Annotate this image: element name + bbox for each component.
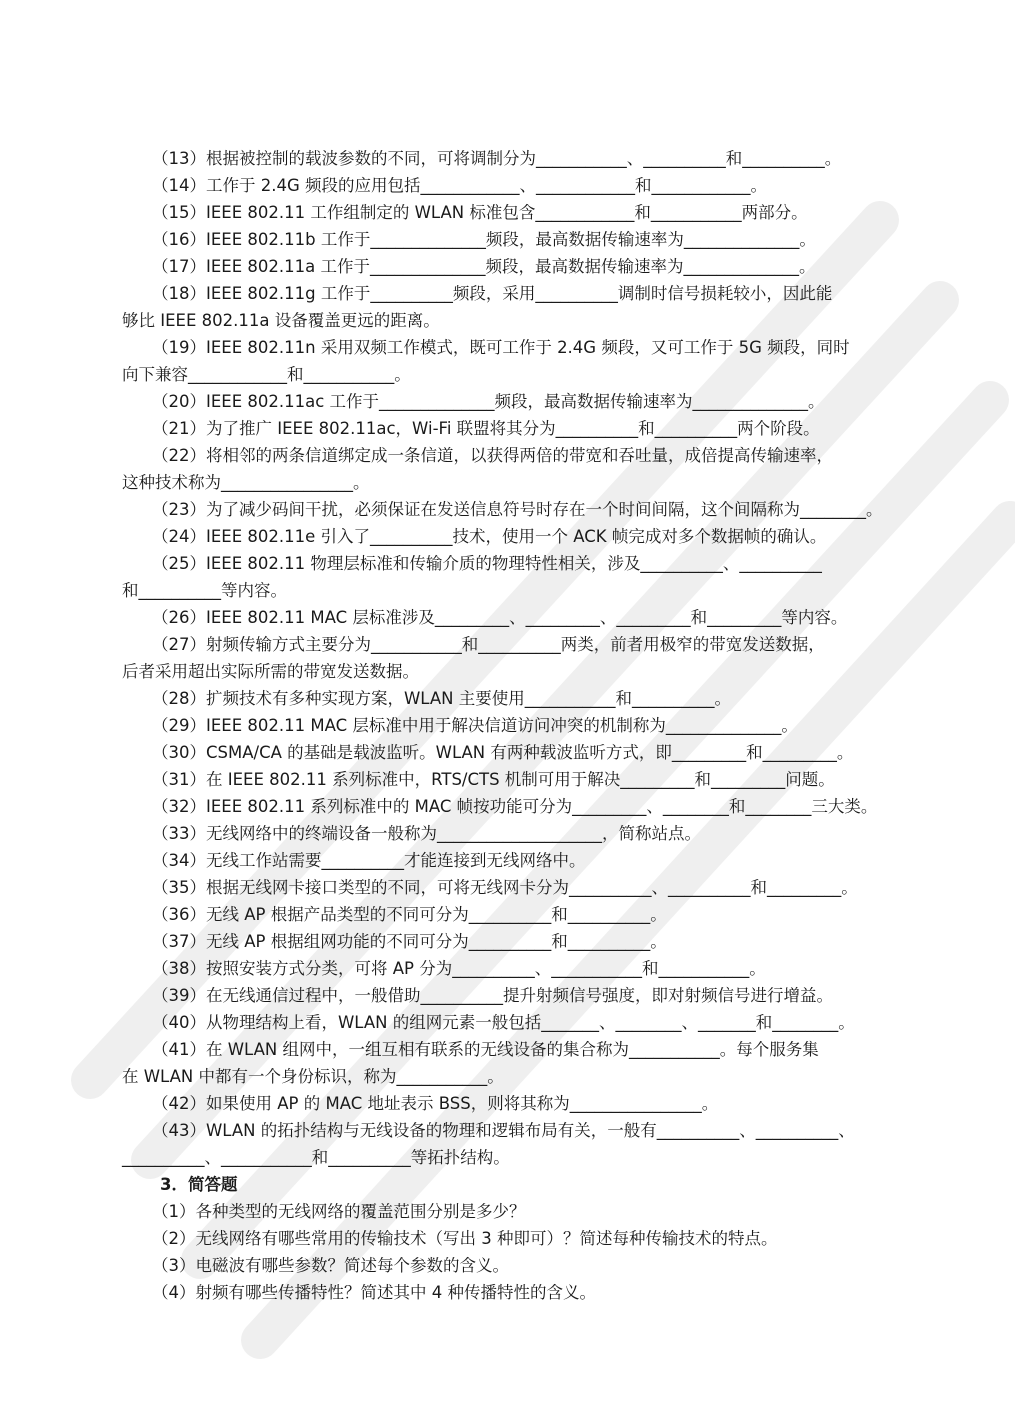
question-30-line-1: （30）CSMA/CA 的基础是载波监听。WLAN 有两种载波监听方式，即_________和_________。 bbox=[152, 743, 854, 762]
question-39-line-1: （39）在无线通信过程中，一般借助__________提升射频信号强度，即对射频信号进行增益。 bbox=[152, 986, 833, 1005]
question-14-line-1: （14）工作于 2.4G 频段的应用包括____________、____________和____________。 bbox=[152, 176, 768, 195]
question-27-line-2: 后者采用超出实际所需的带宽发送数据。 bbox=[122, 662, 419, 681]
question-13-line-1: （13）根据被控制的载波参数的不同，可将调制分为___________、__________和__________。 bbox=[152, 149, 842, 168]
question-28-line-1: （28）扩频技术有多种实现方案，WLAN 主要使用___________和__________。 bbox=[152, 689, 732, 708]
question-32-line-1: （32）IEEE 802.11 系列标准中的 MAC 帧按功能可分为_________、________和________三大类。 bbox=[152, 797, 878, 816]
question-18-line-1: （18）IEEE 802.11g 工作于__________频段，采用__________调制时信号损耗较小，因此能 bbox=[152, 284, 833, 303]
question-33-line-1: （33）无线网络中的终端设备一般称为____________________，简称站点。 bbox=[152, 824, 701, 843]
question-27-line-1: （27）射频传输方式主要分为___________和__________两类，前者用极窄的带宽发送数据， bbox=[152, 635, 825, 654]
question-19-line-1: （19）IEEE 802.11n 采用双频工作模式，既可工作于 2.4G 频段，又可工作于 5G 频段，同时 bbox=[152, 338, 850, 357]
question-29-line-1: （29）IEEE 802.11 MAC 层标准中用于解决信道访问冲突的机制称为______________。 bbox=[152, 716, 798, 735]
question-43-line-1: （43）WLAN 的拓扑结构与无线设备的物理和逻辑布局有关，一般有__________、__________、 bbox=[152, 1121, 855, 1140]
question-16-line-1: （16）IEEE 802.11b 工作于______________频段，最高数据传输速率为______________。 bbox=[152, 230, 816, 249]
short-answer-question-1: （1）各种类型的无线网络的覆盖范围分别是多少？ bbox=[152, 1202, 526, 1221]
question-40-line-1: （40）从物理结构上看，WLAN 的组网元素一般包括_______、________、_______和________。 bbox=[152, 1013, 855, 1032]
question-41-line-1: （41）在 WLAN 组网中，一组互相有联系的无线设备的集合称为___________。每个服务集 bbox=[152, 1040, 819, 1059]
short-answer-question-3: （3）电磁波有哪些参数？简述每个参数的含义。 bbox=[152, 1256, 509, 1275]
question-22-line-2: 这种技术称为________________。 bbox=[122, 473, 370, 492]
question-26-line-1: （26）IEEE 802.11 MAC 层标准涉及_________、_________、_________和_________等内容。 bbox=[152, 608, 848, 627]
question-21-line-1: （21）为了推广 IEEE 802.11ac，Wi-Fi 联盟将其分为__________和__________两个阶段。 bbox=[152, 419, 820, 438]
question-34-line-1: （34）无线工作站需要__________才能连接到无线网络中。 bbox=[152, 851, 586, 870]
question-20-line-1: （20）IEEE 802.11ac 工作于______________频段，最高数据传输速率为______________。 bbox=[152, 392, 825, 411]
question-35-line-1: （35）根据无线网卡接口类型的不同，可将无线网卡分为__________、__________和_________。 bbox=[152, 878, 858, 897]
question-23-line-1: （23）为了减少码间干扰，必须保证在发送信息符号时存在一个时间间隔，这个间隔称为________。 bbox=[152, 500, 883, 519]
section-heading: 3．简答题 bbox=[160, 1175, 238, 1194]
question-25-line-1: （25）IEEE 802.11 物理层标准和传输介质的物理特性相关，涉及__________、__________ bbox=[152, 554, 822, 573]
question-42-line-1: （42）如果使用 AP 的 MAC 地址表示 BSS，则将其称为________________。 bbox=[152, 1094, 719, 1113]
question-15-line-1: （15）IEEE 802.11 工作组制定的 WLAN 标准包含____________和___________两部分。 bbox=[152, 203, 808, 222]
question-36-line-1: （36）无线 AP 根据产品类型的不同可分为__________和__________。 bbox=[152, 905, 667, 924]
question-17-line-1: （17）IEEE 802.11a 工作于______________频段，最高数据传输速率为______________。 bbox=[152, 257, 816, 276]
question-37-line-1: （37）无线 AP 根据组网功能的不同可分为__________和__________。 bbox=[152, 932, 667, 951]
question-38-line-1: （38）按照安装方式分类，可将 AP 分为__________、___________和___________。 bbox=[152, 959, 766, 978]
short-answer-question-4: （4）射频有哪些传播特性？简述其中 4 种传播特性的含义。 bbox=[152, 1283, 596, 1302]
question-31-line-1: （31）在 IEEE 802.11 系列标准中，RTS/CTS 机制可用于解决_________和_________问题。 bbox=[152, 770, 835, 789]
question-22-line-1: （22）将相邻的两条信道绑定成一条信道，以获得两倍的带宽和吞吐量，成倍提高传输速率， bbox=[152, 446, 833, 465]
question-43-line-2: __________、___________和__________等拓扑结构。 bbox=[122, 1148, 510, 1167]
question-18-line-2: 够比 IEEE 802.11a 设备覆盖更远的距离。 bbox=[122, 311, 440, 330]
question-25-line-2: 和__________等内容。 bbox=[122, 581, 287, 600]
question-19-line-2: 向下兼容____________和___________。 bbox=[122, 365, 411, 384]
question-24-line-1: （24）IEEE 802.11e 引入了__________技术，使用一个 ACK 帧完成对多个数据帧的确认。 bbox=[152, 527, 827, 546]
short-answer-question-2: （2）无线网络有哪些常用的传输技术（写出 3 种即可）？简述每种传输技术的特点。 bbox=[152, 1229, 778, 1248]
question-41-line-2: 在 WLAN 中都有一个身份标识，称为___________。 bbox=[122, 1067, 504, 1086]
